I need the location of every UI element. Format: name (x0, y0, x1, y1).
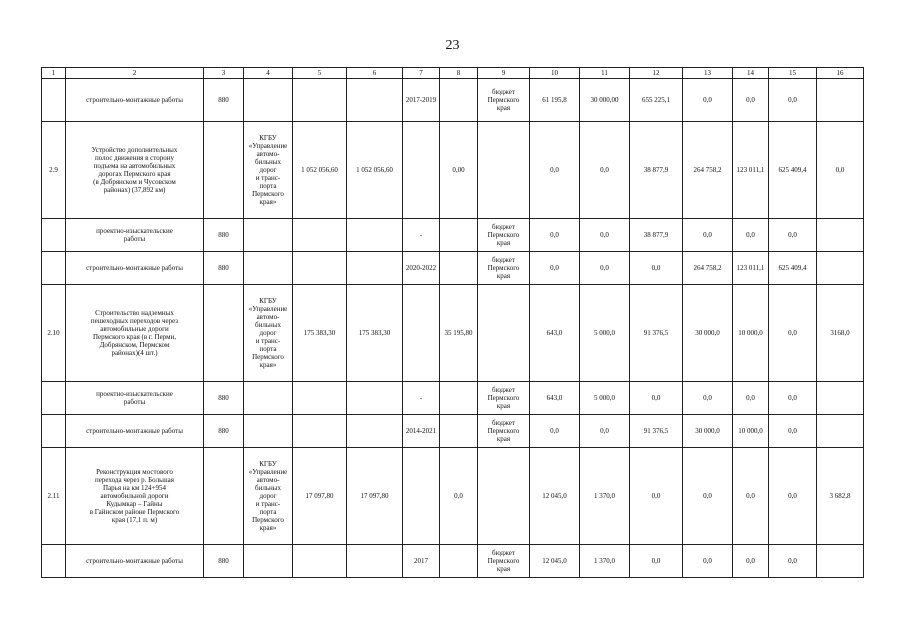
table-cell (817, 252, 864, 285)
table-cell: 1 052 056,60 (293, 122, 347, 219)
table-cell (440, 545, 478, 578)
table-cell: 5 000,0 (580, 382, 630, 415)
table-cell: 0,0 (769, 545, 817, 578)
table-cell (440, 252, 478, 285)
table-cell: Устройство дополнительных полос движения в сторону подъема на автомобильных дорогах Пермского края (в Добрянском и Чусовском районах) (37,892 км) (66, 122, 204, 219)
table-cell (204, 285, 244, 382)
table-row (42, 415, 864, 448)
table-cell: бюджет Пермского края (478, 79, 530, 122)
table-cell (293, 545, 347, 578)
table-cell: 0,0 (733, 79, 769, 122)
table-cell (293, 382, 347, 415)
column-header: 9 (478, 68, 530, 79)
table-cell (42, 382, 66, 415)
table-cell: 0,0 (530, 415, 580, 448)
table-cell: строительно-монтажные работы (66, 79, 204, 122)
table-cell: 1 052 056,60 (347, 122, 403, 219)
table-cell (42, 79, 66, 122)
table-cell: проектно-изыскательские работы (66, 219, 204, 252)
table-cell (440, 415, 478, 448)
table-cell: 17 097,80 (293, 448, 347, 545)
table-cell (293, 252, 347, 285)
table-row (42, 79, 864, 122)
table-cell: 0,0 (769, 415, 817, 448)
table-cell: бюджет Пермского края (478, 545, 530, 578)
table-cell: КГБУ «Управление автомо- бильных дорог и транс- порта Пермского края» (244, 122, 293, 219)
budget-table (41, 67, 864, 578)
table-cell: 0,0 (580, 252, 630, 285)
table-row (42, 382, 864, 415)
table-row (42, 545, 864, 578)
table-cell (478, 448, 530, 545)
column-header: 14 (733, 68, 769, 79)
table-cell: 0,0 (733, 382, 769, 415)
table-cell (347, 382, 403, 415)
table-cell: 3 682,8 (817, 448, 864, 545)
column-header: 2 (66, 68, 204, 79)
table-cell (347, 252, 403, 285)
table-cell (817, 219, 864, 252)
table-cell: 0,0 (733, 448, 769, 545)
table-cell: бюджет Пермского края (478, 382, 530, 415)
table-cell: 175 383,30 (293, 285, 347, 382)
table-row (42, 252, 864, 285)
table-cell (403, 122, 440, 219)
table-cell: 0,00 (440, 122, 478, 219)
table-cell: строительно-монтажные работы (66, 252, 204, 285)
table-cell: - (403, 382, 440, 415)
table-cell (244, 415, 293, 448)
table-cell: 264 758,2 (683, 122, 733, 219)
table-cell: 0,0 (683, 382, 733, 415)
table-cell: 2.10 (42, 285, 66, 382)
table-cell: 880 (204, 415, 244, 448)
table-cell: 0,0 (733, 219, 769, 252)
table-cell: 0,0 (580, 219, 630, 252)
table-cell (244, 219, 293, 252)
table-cell: 643,0 (530, 382, 580, 415)
table-cell (293, 79, 347, 122)
table-cell: 38 877,9 (630, 219, 683, 252)
table-cell: 0,0 (440, 448, 478, 545)
table-cell: 643,0 (530, 285, 580, 382)
table-cell: 880 (204, 219, 244, 252)
column-header: 10 (530, 68, 580, 79)
table-cell (817, 79, 864, 122)
column-header: 13 (683, 68, 733, 79)
table-cell: Реконструкция мостового перехода через р. Большая Парья на км 124+954 автомобильной дороги Кудымкар – Гайны в Гайнском районе Пермского края (17,1 п. м) (66, 448, 204, 545)
table-cell: 880 (204, 545, 244, 578)
table-cell: 625 409,4 (769, 252, 817, 285)
table-cell (347, 545, 403, 578)
table-cell: бюджет Пермского края (478, 415, 530, 448)
table-cell: 2.11 (42, 448, 66, 545)
table-cell: 2017 (403, 545, 440, 578)
table-cell: 35 195,80 (440, 285, 478, 382)
table-cell: 0,0 (530, 252, 580, 285)
table-cell: 0,0 (683, 219, 733, 252)
table-cell: 2017-2019 (403, 79, 440, 122)
table-cell (347, 79, 403, 122)
table-row (42, 122, 864, 219)
table-cell: 0,0 (769, 219, 817, 252)
table-row (42, 219, 864, 252)
table-cell (244, 545, 293, 578)
table-cell: 655 225,1 (630, 79, 683, 122)
column-header: 11 (580, 68, 630, 79)
table-cell: 38 877,9 (630, 122, 683, 219)
table-cell (403, 285, 440, 382)
table-cell: 0,0 (530, 219, 580, 252)
table-cell: 0,0 (683, 545, 733, 578)
table-cell: 30 000,00 (580, 79, 630, 122)
table-cell: 123 011,1 (733, 122, 769, 219)
table-cell: 61 195,8 (530, 79, 580, 122)
table-cell: 123 011,1 (733, 252, 769, 285)
table-cell: 0,0 (630, 545, 683, 578)
table-cell (244, 382, 293, 415)
column-header: 12 (630, 68, 683, 79)
table-cell: 2.9 (42, 122, 66, 219)
table-cell (478, 285, 530, 382)
table-cell (293, 415, 347, 448)
table-cell (204, 122, 244, 219)
table-cell (204, 448, 244, 545)
table-cell: 0,0 (530, 122, 580, 219)
table-cell: 2014-2021 (403, 415, 440, 448)
table-cell (817, 382, 864, 415)
table-cell: 10 000,0 (733, 285, 769, 382)
column-header: 16 (817, 68, 864, 79)
table-cell (244, 252, 293, 285)
table-cell: 0,0 (769, 285, 817, 382)
table-cell: 91 376,5 (630, 415, 683, 448)
column-header: 4 (244, 68, 293, 79)
table-cell: 5 000,0 (580, 285, 630, 382)
column-header: 6 (347, 68, 403, 79)
table-cell: 17 097,80 (347, 448, 403, 545)
table-cell: 12 045,0 (530, 545, 580, 578)
table-cell: 0,0 (733, 545, 769, 578)
table-cell: бюджет Пермского края (478, 252, 530, 285)
column-header: 3 (204, 68, 244, 79)
table-cell (440, 382, 478, 415)
table-cell: 0,0 (580, 415, 630, 448)
table-cell: 2020-2022 (403, 252, 440, 285)
table-cell: строительно-монтажные работы (66, 415, 204, 448)
table-cell: 880 (204, 79, 244, 122)
table-cell: 0,0 (630, 448, 683, 545)
table-cell (42, 219, 66, 252)
table-cell: КГБУ «Управление автомо- бильных дорог и транс- порта Пермского края» (244, 285, 293, 382)
column-header: 15 (769, 68, 817, 79)
table-cell: 0,0 (580, 122, 630, 219)
table-cell: 625 409,4 (769, 122, 817, 219)
table-cell: 0,0 (769, 448, 817, 545)
table-cell (347, 415, 403, 448)
table-cell (478, 122, 530, 219)
table-cell: 30 000,0 (683, 415, 733, 448)
table-cell (42, 252, 66, 285)
table-cell: 30 000,0 (683, 285, 733, 382)
table-cell (42, 415, 66, 448)
header-row (42, 68, 864, 79)
table-cell: бюджет Пермского края (478, 219, 530, 252)
table-row (42, 448, 864, 545)
column-header: 8 (440, 68, 478, 79)
table-cell (244, 79, 293, 122)
table-cell: 0,0 (630, 382, 683, 415)
table-cell: 880 (204, 382, 244, 415)
table-cell (293, 219, 347, 252)
table-cell: 0,0 (817, 122, 864, 219)
column-header: 5 (293, 68, 347, 79)
column-header: 1 (42, 68, 66, 79)
table-cell: 175 383,30 (347, 285, 403, 382)
table-cell: 91 376,5 (630, 285, 683, 382)
table-cell: Строительство надземных пешеходных переходов через автомобильные дороги Пермского края (в г. Перми, Добрянском, Пермском районах)(4 шт.) (66, 285, 204, 382)
table-cell (817, 415, 864, 448)
table-cell (817, 545, 864, 578)
table-cell (403, 448, 440, 545)
table-cell: КГБУ «Управление автомо- бильных дорог и транс- порта Пермского края» (244, 448, 293, 545)
table-cell (347, 219, 403, 252)
table-cell: 0,0 (683, 79, 733, 122)
table-cell: 0,0 (683, 448, 733, 545)
table-cell: 3168,0 (817, 285, 864, 382)
table-cell: 12 045,0 (530, 448, 580, 545)
table-cell: 880 (204, 252, 244, 285)
table-cell (42, 545, 66, 578)
table-cell: 1 370,0 (580, 545, 630, 578)
table-cell: - (403, 219, 440, 252)
table-cell: 0,0 (769, 382, 817, 415)
table-cell (440, 219, 478, 252)
table-cell: 0,0 (769, 79, 817, 122)
table-row (42, 285, 864, 382)
table-cell: проектно-изыскательские работы (66, 382, 204, 415)
page-number: 23 (445, 38, 460, 53)
table-cell: 264 758,2 (683, 252, 733, 285)
column-header: 7 (403, 68, 440, 79)
table-cell: 1 370,0 (580, 448, 630, 545)
table-cell (440, 79, 478, 122)
table-cell: 10 000,0 (733, 415, 769, 448)
table-cell: 0,0 (630, 252, 683, 285)
table-cell: строительно-монтажные работы (66, 545, 204, 578)
